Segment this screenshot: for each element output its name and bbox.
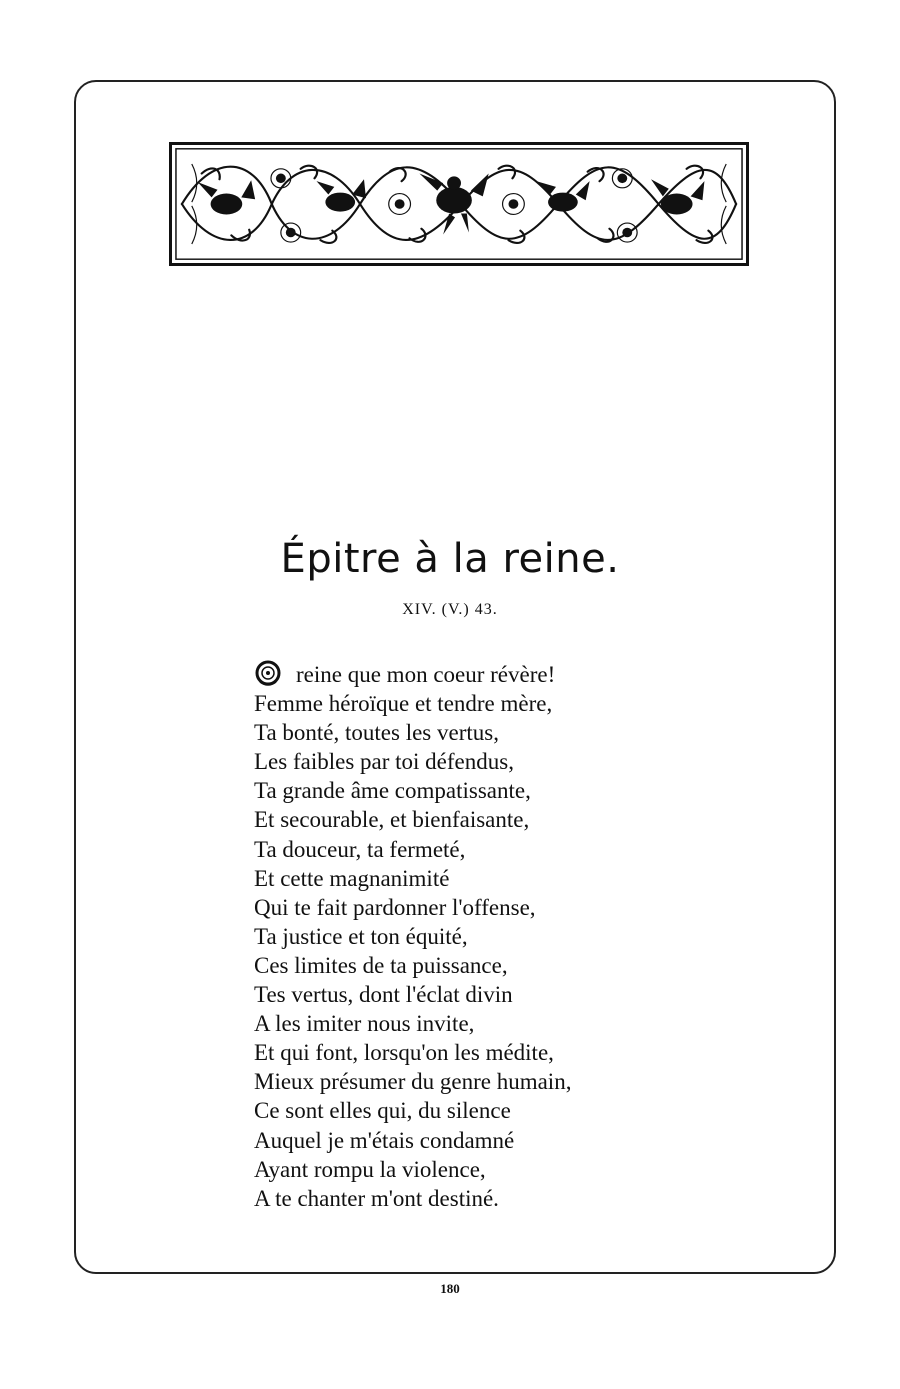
poem-line-15: Mieux présumer du genre humain, [254,1069,572,1095]
poem-line-11: Ces limites de ta puissance, [254,952,508,978]
poem-line-4: Les faibles par toi défendus, [254,749,514,775]
poem-line-2: Femme héroïque et tendre mère, [254,691,553,717]
poem-reference: XIV. (V.) 43. [402,601,498,618]
poem-line-1 [254,660,694,689]
poem-body [254,660,694,1213]
poem-line-17: Auquel je m'étais condamné [254,1127,515,1153]
poem-line-9: Qui te fait pardonner l'offense, [254,894,536,920]
poem-title: Épitre à la reine. [280,536,620,582]
poem-line-6: Et secourable, et bienfaisante, [254,807,530,833]
poem-line-5: Ta grande âme compatissante, [254,778,531,804]
poem-line-12: Tes vertus, dont l'éclat divin [254,982,513,1008]
poem-line-13: A les imiter nous invite, [254,1011,475,1037]
poem-line-16: Ce sont elles qui, du silence [254,1098,511,1124]
poem-line-10: Ta justice et ton équité, [254,923,468,949]
poem-line-19: A te chanter m'ont destiné. [254,1185,499,1211]
page-number: 180 [440,1281,460,1296]
poem-line-text: reine que mon coeur révère! [296,662,556,687]
poem-line-14: Et qui font, lorsqu'on les médite, [254,1040,554,1066]
ornamental-o-initial-icon [254,660,282,688]
poem-line-3: Ta bonté, toutes les vertus, [254,720,499,746]
foliage-and-birds-headpiece-icon [169,142,749,266]
poem-line-8: Et cette magnanimité [254,865,450,891]
poem-line-7: Ta douceur, ta fermeté, [254,836,466,862]
poem-line-18: Ayant rompu la violence, [254,1156,486,1182]
